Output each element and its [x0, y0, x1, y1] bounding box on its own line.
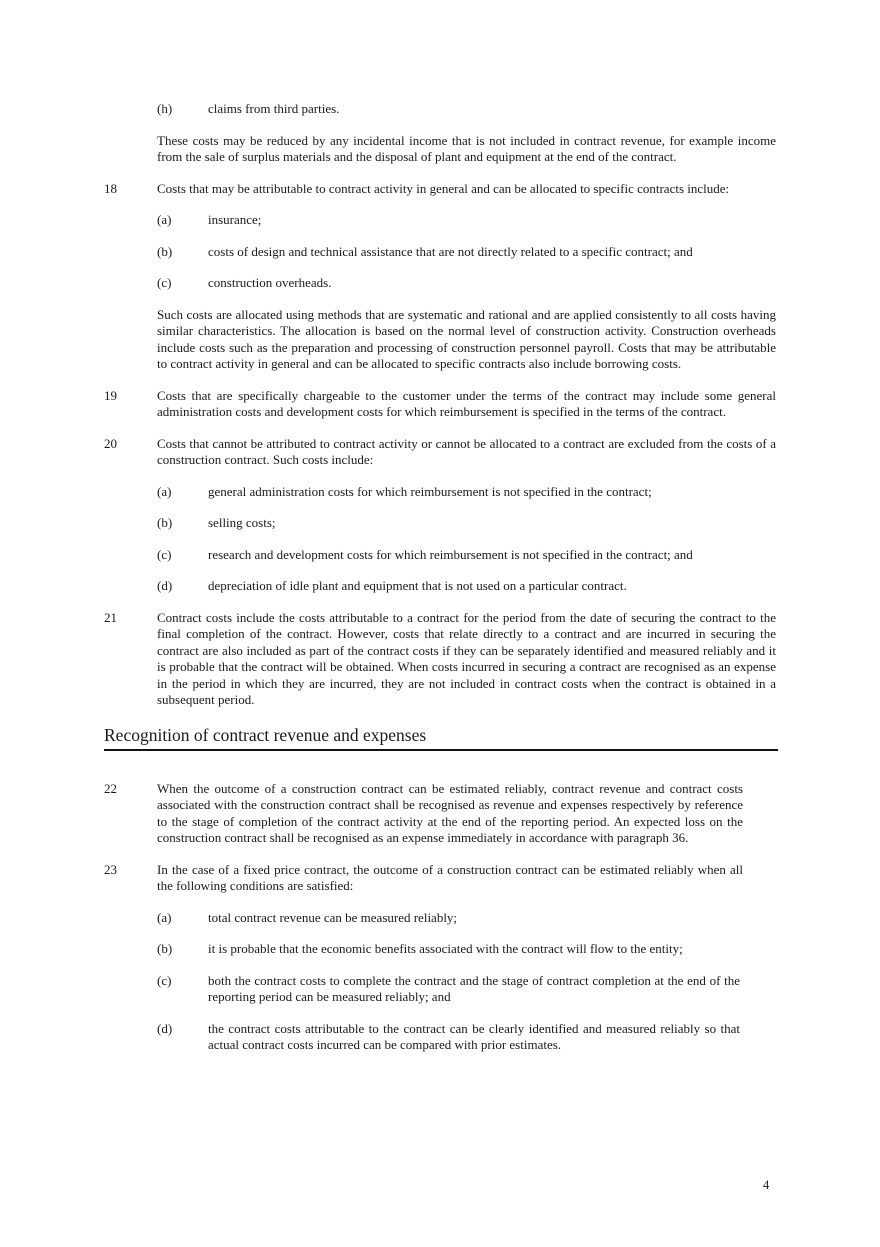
list-item-d: [157, 578, 778, 595]
list-item-b: [157, 244, 778, 261]
list-item-a: [157, 484, 778, 501]
list-item-label: (b): [157, 515, 173, 530]
document-content: [104, 101, 778, 1069]
list-item-c: [157, 275, 778, 292]
list-item-text: it is probable that the economic benefits associated with the contract will flow to the entity;: [208, 941, 683, 956]
paragraph-text: Costs that are specifically chargeable to the customer under the terms of the contract may include some general administration costs and development costs for which reimbursement is specified in the terms of the contract.: [157, 387, 776, 419]
paragraph-number: 20: [104, 435, 117, 451]
continuation-paragraph: These costs may be reduced by any incidental income that is not included in contract revenue, for example income from the sale of surplus materials and the disposal of plant and equipment at the end of the contract.: [157, 132, 776, 164]
paragraph-18: [104, 181, 778, 198]
paragraph-23: [104, 862, 778, 895]
paragraph-19: [104, 388, 778, 421]
list-item-b: [157, 941, 778, 958]
list-item-label: (a): [157, 909, 172, 925]
list-item-text: claims from third parties.: [208, 101, 340, 116]
list-item-text: total contract revenue can be measured reliably;: [208, 909, 458, 925]
list-item-a: [157, 212, 778, 229]
list-item-text: the contract costs attributable to the contract can be clearly identified and measured reliably so that actual contract costs incurred can be compared with prior estimates.: [208, 1020, 740, 1052]
list-item-text: selling costs;: [208, 515, 276, 530]
list-item-label: (h): [157, 101, 173, 116]
list-item-text: general administration costs for which reimbursement is not specified in the contract;: [208, 483, 652, 499]
paragraph-21: [104, 610, 778, 709]
continuation-paragraph: Such costs are allocated using methods that are systematic and rational and are applied consistently to all costs having similar characteristics. The allocation is based on the normal level of construction activity. Construction overheads include costs such as the preparation and processing of construction personnel payroll. Costs that may be attributable to contract activity in general and can be allocated to specific contracts also include borrowing costs.: [157, 306, 776, 371]
list-item-label: (c): [157, 972, 172, 988]
paragraph-number: 21: [104, 609, 117, 625]
list-item-label: (d): [157, 1020, 173, 1036]
paragraph-text: In the case of a fixed price contract, the outcome of a construction contract can be estimated reliably when all the following conditions are satisfied:: [157, 861, 743, 893]
list-item-label: (c): [157, 275, 172, 290]
list-item-label: (a): [157, 212, 172, 227]
paragraph-text: Costs that may be attributable to contract activity in general and can be allocated to specific contracts include:: [157, 180, 730, 196]
list-item-text: construction overheads.: [208, 275, 332, 290]
list-item-c: [157, 973, 778, 1006]
paragraph-22: [104, 781, 778, 847]
paragraph-text: When the outcome of a construction contract can be estimated reliably, contract revenue and contract costs associated with the construction contract shall be recognised as revenue and expenses respectively by reference to the stage of completion of the contract activity at the end of the reporting period. An expected loss on the construction contract shall be recognised as an expense immediately in accordance with paragraph 36.: [157, 780, 743, 845]
list-item-d: [157, 1021, 778, 1054]
paragraph-number: 19: [104, 387, 117, 403]
paragraph-20: [104, 436, 778, 469]
list-item-text: depreciation of idle plant and equipment that is not used on a particular contract.: [208, 578, 627, 593]
paragraph-text: Contract costs include the costs attributable to a contract for the period from the date of securing the contract to the final completion of the contract. However, costs that relate directly to a contract and are incurred in securing the contract are also included as part of the contract costs if they can be separately identified and measured reliably and it is probable that the contract will be obtained. When costs incurred in securing a contract are recognised as an expense in the period in which they are incurred, they are not included in contract costs when the contract is obtained in a subsequent period.: [157, 609, 776, 707]
list-item-h: [157, 101, 778, 118]
list-item-label: (a): [157, 483, 172, 499]
section-heading: Recognition of contract revenue and expenses: [104, 725, 778, 751]
paragraph-number: 18: [104, 180, 117, 196]
page-number: 4: [763, 1178, 770, 1192]
list-item-label: (b): [157, 243, 173, 259]
list-item-text: both the contract costs to complete the contract and the stage of contract completion at the end of the reporting period can be measured reliably; and: [208, 972, 740, 1004]
paragraph-number: 23: [104, 861, 117, 877]
paragraph-text: Costs that cannot be attributed to contract activity or cannot be allocated to a contract are excluded from the costs of a construction contract. Such costs include:: [157, 435, 776, 467]
list-item-text: insurance;: [208, 212, 262, 227]
list-item-label: (b): [157, 941, 173, 956]
list-item-text: research and development costs for which reimbursement is not specified in the contract; and: [208, 546, 693, 562]
list-item-a: [157, 910, 778, 927]
list-item-label: (d): [157, 578, 173, 593]
list-item-label: (c): [157, 546, 172, 562]
list-item-text: costs of design and technical assistance that are not directly related to a specific contract; and: [208, 243, 693, 259]
list-item-c: [157, 547, 778, 564]
list-item-b: [157, 515, 778, 532]
paragraph-number: 22: [104, 780, 117, 796]
